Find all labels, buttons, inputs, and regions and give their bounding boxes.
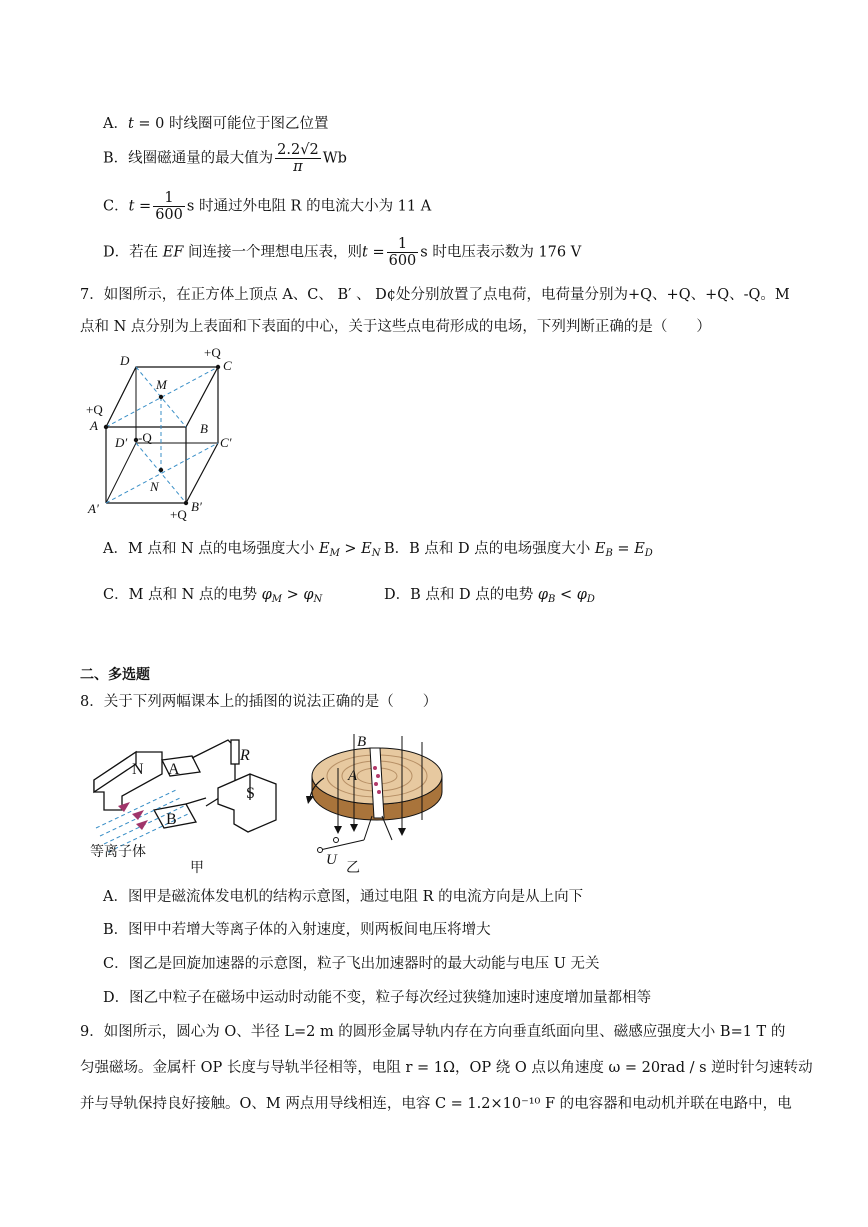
mhd-generator-figure (88, 728, 298, 878)
q7-option-c: C．M 点和 N 点的电势 $\varphi_M > \varphi_N$ (103, 587, 323, 605)
q9-line3: 并与导轨保持良好接触。O、M 两点用导线相连，电容 C = 1.2×10⁻¹⁰ F 的电容器和电动机并联在电路中，电 (80, 1096, 792, 1112)
q6-option-c: C．t = $\frac{1}{600}$ s 时通过外电阻 R 的电流大小为 11 A (103, 190, 432, 223)
q9-line1: 9．如图所示，圆心为 O、半径 L=2 m 的圆形金属导轨内存在方向垂直纸面向里、磁感应强度大小 B=1 T 的 (80, 1024, 786, 1040)
q6-option-a: A．t = 0 时线圈可能位于图乙位置 (103, 116, 329, 132)
q8-option-b: B．图甲中若增大等离子体的入射速度，则两板间电压将增大 (103, 922, 491, 938)
q9-line2: 匀强磁场。金属杆 OP 长度与导轨半径相等，电阻 r = 1Ω，OP 绕 O 点以角速度 ω = 20rad / s 逆时针匀速转动 (80, 1060, 813, 1076)
q6-option-b-fraction: $\frac{2.2√2}{\pi}$ (277, 142, 319, 175)
q6-option-a-var: t (127, 116, 134, 132)
label-plasma: 等离子体 (90, 845, 146, 860)
caption-jia: 甲 (190, 861, 204, 876)
cyclotron-figure (302, 728, 452, 878)
q7-stem-line1: 7．如图所示，在正方体上顶点 A、C、 B′ 、 D¢处分别放置了点电荷，电荷量分别为+Q、+Q、+Q、-Q。M (80, 287, 790, 303)
q8-option-d: D．图乙中粒子在磁场中运动时动能不变，粒子每次经过狭缝加速时速度增加量都相等 (103, 990, 652, 1006)
q8-stem: 8．关于下列两幅课本上的插图的说法正确的是（ ） (80, 694, 438, 710)
label-b-field: B (357, 734, 367, 750)
q7-option-b: B．B 点和 D 点的电场强度大小 $E_B = E_D$ (384, 541, 653, 559)
label-qc: +Q (204, 345, 221, 360)
label-cp: C′ (220, 435, 232, 450)
label-r: R (240, 747, 250, 764)
q8-option-c: C．图乙是回旋加速器的示意图，粒子飞出加速器时的最大动能与电压 U 无关 (103, 956, 600, 972)
label-s: S (246, 785, 255, 802)
cube-figure (82, 343, 252, 523)
q7-stem-line2: 点和 N 点分别为上表面和下表面的中心，关于这些点电荷形成的电场，下列判断正确的是（ ） (80, 319, 711, 335)
q8-option-a: A．图甲是磁流体发电机的结构示意图，通过电阻 R 的电流方向是从上向下 (103, 889, 584, 905)
label-n: N (150, 479, 159, 494)
q7-option-a: A．M 点和 N 点的电场强度大小 $E_M > E_N$ (103, 541, 381, 559)
magnet-s (218, 774, 276, 832)
label-b: B (166, 811, 177, 828)
label-a-center: A (348, 768, 358, 784)
label-dp: D′ (115, 435, 128, 450)
label-qa: +Q (86, 402, 103, 417)
caption-yi: 乙 (346, 861, 360, 876)
q6-option-c-fraction: $\frac{1}{600}$ (155, 190, 183, 223)
q7-option-c-formula: $\varphi_M > \varphi_N$ (261, 587, 323, 605)
resistor (231, 740, 239, 764)
q6-option-d-fraction: $\frac{1}{600}$ (388, 236, 417, 269)
q7-option-d-formula: $\varphi_B < \varphi_D$ (537, 587, 595, 605)
q7-option-b-formula: $E_B = E_D$ (594, 541, 653, 559)
q6-option-d: D．若在 EF 间连接一个理想电压表，则t = $\frac{1}{600}$ s 时电压表示数为 176 V (103, 236, 582, 269)
label-b: B (200, 421, 208, 436)
label-qb: +Q (170, 507, 187, 522)
label-u: U (326, 852, 337, 868)
q7-option-a-formula: $E_M > E_N$ (318, 541, 381, 559)
label-a: A (90, 418, 98, 433)
label-m: M (156, 377, 167, 392)
label-bp: B′ (191, 499, 202, 514)
voltage-leads (320, 816, 392, 850)
label-ap: A′ (88, 501, 99, 516)
label-n: N (132, 761, 144, 778)
label-a: A (168, 761, 180, 778)
label-d: D (120, 353, 130, 368)
label-c: C (223, 358, 232, 373)
label-qd: -Q (138, 430, 152, 445)
q7-option-d: D．B 点和 D 点的电势 $\varphi_B < \varphi_D$ (384, 587, 595, 605)
q6-option-b: B．线圈磁通量的最大值为 $\frac{2.2√2}{\pi}$ Wb (103, 142, 347, 175)
section-title-multiple-choice: 二、多选题 (80, 667, 150, 683)
